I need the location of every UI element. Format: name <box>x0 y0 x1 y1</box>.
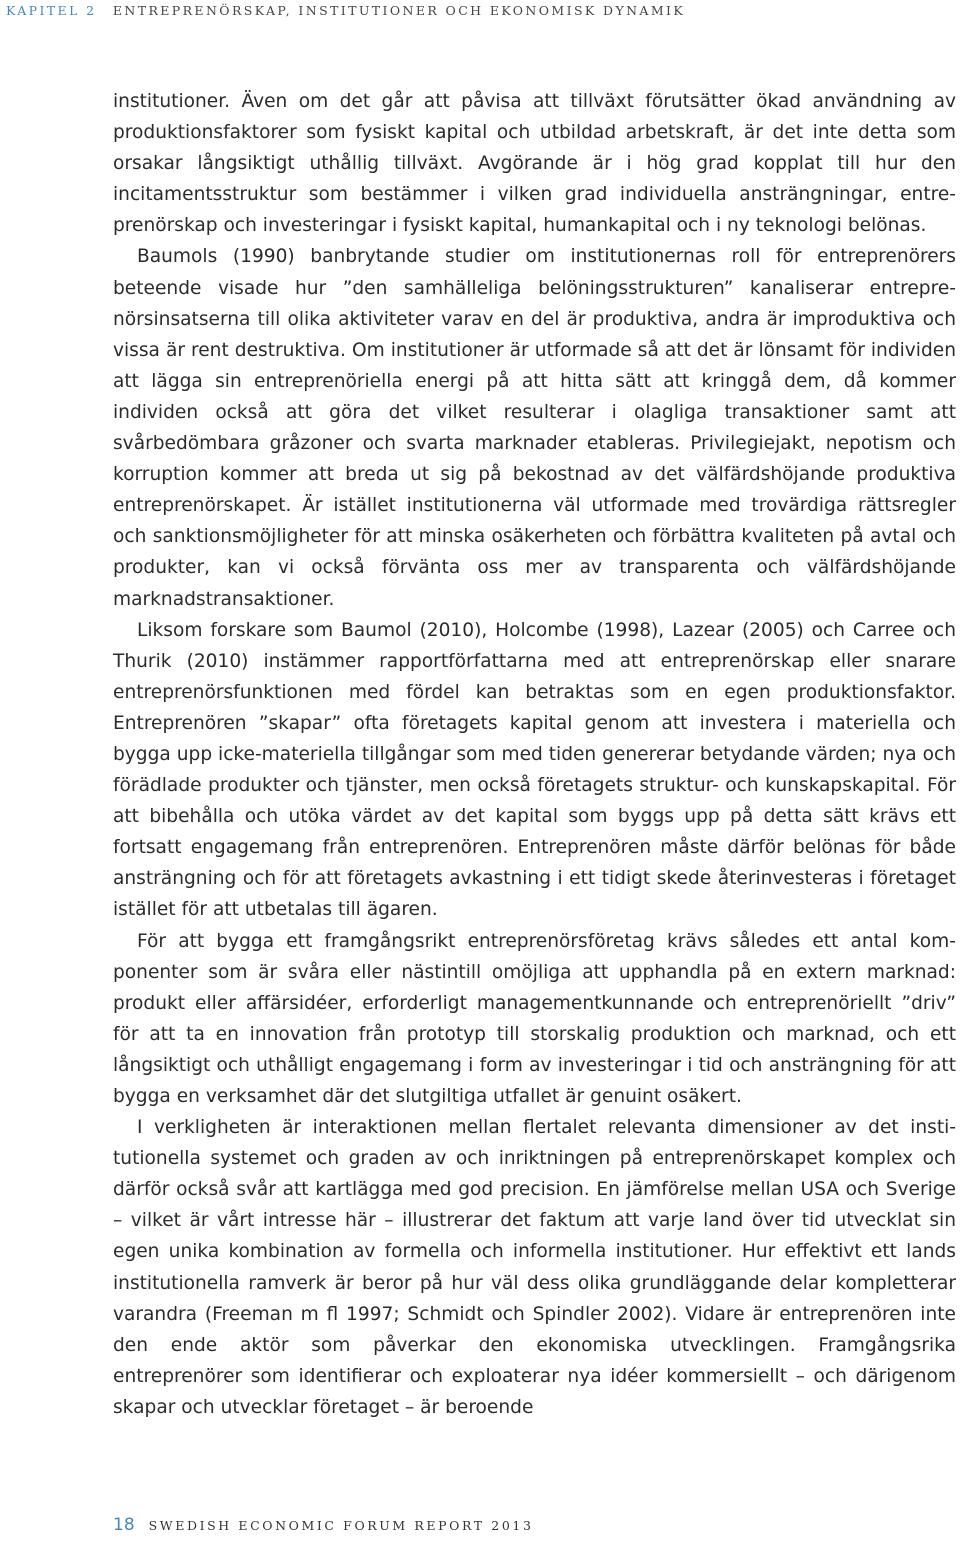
chapter-title: ENTREPRENÖRSKAP, INSTITUTIONER OCH EKONOMISK DYNAMIK <box>112 3 686 18</box>
page-number: 18 <box>113 1515 135 1535</box>
running-header <box>6 3 685 18</box>
page-footer <box>113 1515 534 1535</box>
paragraph-1: institutioner. Även om det går att påvisa att tillväxt förutsätter ökad användning av produktionsfaktorer som fysiskt kapital och utbildad arbetskraft, är det inte detta som orsakar långsiktigt uthållig tillväxt. Avgörande är i hög grad kopplat till hur den incitamentsstruktur som bestämmer i vilken grad individuella ansträngningar, entreprenörskap och investeringar i fysiskt kapital, humankapital och i ny teknologi belönas. <box>113 91 956 237</box>
paragraph-5: I verkligheten är interaktionen mellan flertalet relevanta dimensioner av det institutionella systemet och graden av och inriktningen på entreprenörskapet komplex och därför också svår att kartlägga med god precision. En jämförelse mellan USA och Sverige – vilket är vårt intresse här – illustrerar det faktum att varje land över tid utvecklat sin egen unika kombination av formella och informella institutioner. Hur effektivt ett lands institutionella ramverk är beror på hur väl dess olika grundläggande delar kompletterar varandra (Freeman m fl 1997; Schmidt och Spindler 2002). Vidare är entreprenören inte den ende aktör som påverkar den ekonomiska utvecklingen. Framgångsrika entreprenörer som identifierar och exploaterar nya idéer kommersiellt – och därigenom skapar och utvecklar företaget – är beroende <box>113 1117 956 1418</box>
paragraph-2: Baumols (1990) banbrytande studier om institutionernas roll för entreprenörers beteende visade hur ”den samhälleliga belöningsstrukturen” kanaliserar entreprenörsinsatserna till olika aktiviteter varav en del är produktiva, andra är improduktiva och vissa är rent destruktiva. Om institutioner är utformade så att det är lönsamt för individen att lägga sin entreprenöriella energi på att hitta sätt att kringgå dem, då kommer individen också att göra det vilket resulterar i olagliga transaktioner samt att svårbedömbara gråzoner och svarta marknader etableras. Privilegiejakt, nepotism och korruption kommer att breda ut sig på bekostnad av det välfärdshöjande produktiva entreprenörskapet. Är istället institutionerna väl utformade med trovärdiga rättsregler och sanktionsmöjligheter för att minska osäkerheten och förbättra kvaliteten på avtal och produkter, kan vi också förvänta oss mer av transparenta och välfärdshöjande marknadstransaktioner. <box>113 246 956 610</box>
publication-title: SWEDISH ECONOMIC FORUM REPORT 2013 <box>148 1518 534 1533</box>
paragraph-4: För att bygga ett framgångsrikt entreprenörsföretag krävs således ett antal komponenter som är svåra eller nästintill omöjliga att upphandla på en extern marknad: produkt eller affärsidéer, erforderligt managementkunnande och entreprenöriellt ”driv” för att ta en innovation från prototyp till storskalig produktion och marknad, och ett långsiktigt och uthålligt engagemang i form av investeringar i tid och ansträngning för att bygga en verksamhet där det slutgiltiga utfallet är genuint osäkert. <box>113 930 956 1107</box>
paragraph-3: Liksom forskare som Baumol (2010), Holcombe (1998), Lazear (2005) och Carree och Thurik (2010) instämmer rapportförfattarna med att entreprenörskap eller snarare entreprenörsfunktionen med fördel kan betraktas som en egen produktionsfaktor. Entreprenören ”skapar” ofta företagets kapital genom att investera i materiella och bygga upp icke-materiella tillgångar som med tiden genererar betydande värden; nya och förädlade produkter och tjänster, men också företagets struktur- och kunskapskapital. För att bibehålla och utöka värdet av det kapital som byggs upp på detta sätt krävs ett fortsatt engagemang från entreprenören. Entreprenören måste därför belönas för både ansträngning och för att företagets avkastning i ett tidigt skede återinvesteras i företaget istället för att utbetalas till ägaren. <box>113 619 956 921</box>
chapter-label: KAPITEL 2 <box>6 3 97 18</box>
body-text <box>113 86 956 1423</box>
